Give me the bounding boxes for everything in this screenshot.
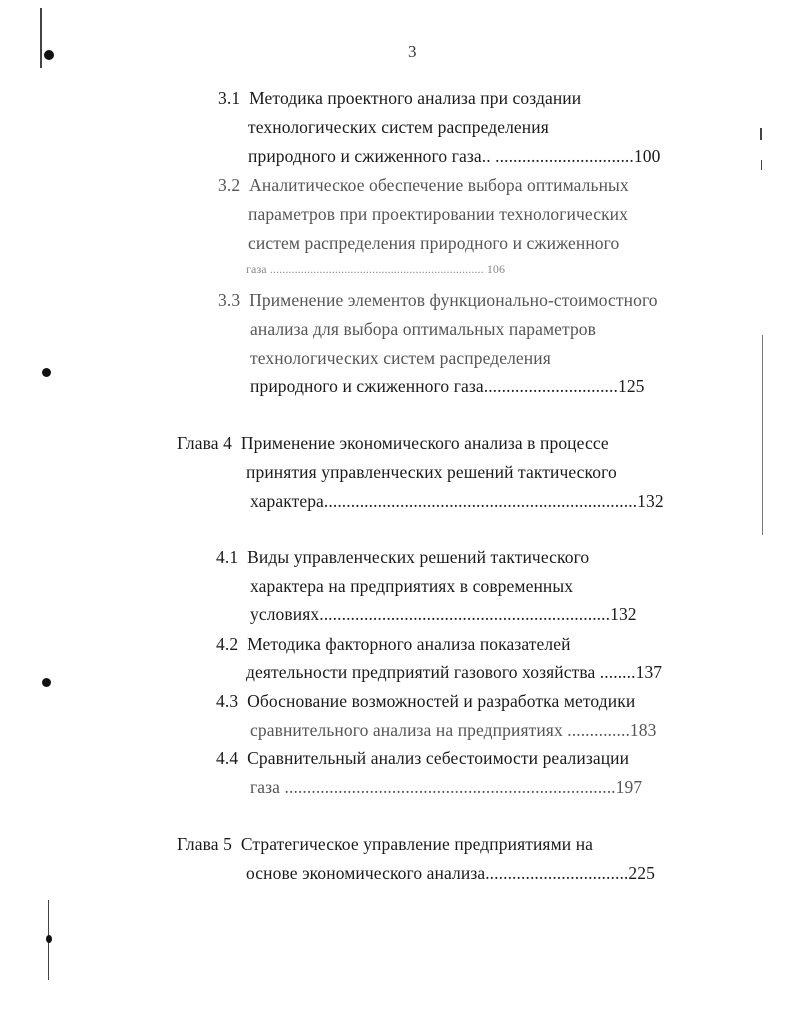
toc-entry-4-1-line-1: 4.1 Виды управленческих решений тактического (216, 547, 590, 567)
scan-hole-mark-1 (44, 50, 54, 60)
toc-entry-3-2-line-4: газа ..................................................................... 106 (246, 262, 506, 276)
toc-chapter-4-line-2: принятия управленческих решений тактического (246, 462, 617, 482)
toc-entry-3-2-line-2: параметров при проектировании технологических (248, 204, 628, 224)
toc-entry-4-2-line-1: 4.2 Методика факторного анализа показателей (216, 634, 571, 654)
toc-chapter-5-line-1: Глава 5 Стратегическое управление предприятиями на (177, 834, 594, 854)
scan-hole-mark-4 (46, 935, 52, 943)
toc-entry-3-3-line-3: технологических систем распределения (250, 348, 551, 368)
scan-edge-line-right-2 (761, 160, 762, 170)
toc-chapter-4-line-1: Глава 4 Применение экономического анализа в процессе (177, 433, 609, 453)
toc-entry-4-2-line-2: деятельности предприятий газового хозяйства ........137 (246, 662, 663, 682)
toc-entry-3-2-line-3: систем распределения природного и сжиженного (248, 233, 620, 253)
scan-edge-line-top-left (40, 8, 42, 68)
toc-chapter-4-line-3: характера......................................................................132 (250, 491, 664, 511)
toc-entry-3-3-line-4: природного и сжиженного газа..............................125 (250, 376, 645, 396)
scan-hole-mark-2 (42, 368, 51, 377)
toc-entry-4-3-line-1: 4.3 Обоснование возможностей и разработка методики (216, 691, 636, 711)
toc-entry-4-4-line-1: 4.4 Сравнительный анализ себестоимости реализации (216, 748, 630, 768)
toc-chapter-5-line-2: основе экономического анализа................................225 (246, 863, 655, 883)
toc-entry-3-2-line-1: 3.2 Аналитическое обеспечение выбора оптимальных (218, 175, 629, 195)
scan-edge-line-right-1 (760, 128, 762, 140)
toc-entry-3-3-line-2: анализа для выбора оптимальных параметров (250, 319, 597, 339)
toc-entry-4-4-line-2: газа ..........................................................................197 (250, 777, 643, 797)
toc-entry-4-3-line-2: сравнительного анализа на предприятиях ..............183 (250, 720, 657, 740)
toc-entry-3-3-line-1: 3.3 Применение элементов функционально-стоимостного (218, 290, 658, 310)
toc-entry-3-1-line-3: природного и сжиженного газа.. ...............................100 (248, 146, 661, 166)
scan-hole-mark-3 (42, 678, 51, 687)
toc-entry-4-1-line-2: характера на предприятиях в современных (250, 576, 574, 596)
toc-entry-4-1-line-3: условиях.................................................................132 (250, 604, 637, 624)
toc-entry-3-1-line-2: технологических систем распределения (248, 117, 549, 137)
page-number: 3 (408, 42, 417, 61)
toc-entry-3-1-line-1: 3.1 Методика проектного анализа при создании (218, 88, 582, 108)
scan-edge-line-right-3 (762, 335, 763, 535)
